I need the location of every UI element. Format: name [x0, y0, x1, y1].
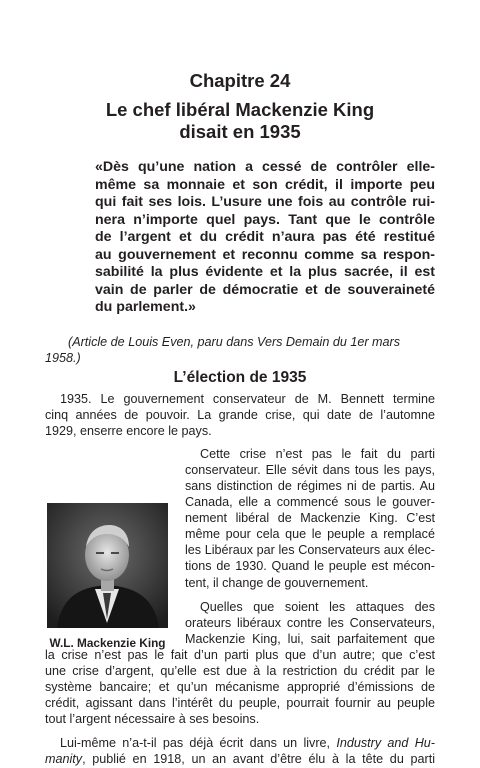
paragraph-line: tout l’argent nécessaire à ses besoins.	[45, 712, 260, 727]
paragraph-line: système bancaire; et qu’un mécanisme approprié d’émissions de	[45, 680, 435, 695]
portrait-figure	[47, 503, 168, 650]
quote-line: qui fait ses lois. L’usure une fois au contrôle rui-	[95, 194, 435, 210]
portrait-image	[47, 503, 168, 628]
paragraph-line: Quelles que soient les attaques des	[200, 599, 435, 614]
source-line: (Article de Louis Even, paru dans Vers Demain du 1er mars	[68, 334, 401, 349]
quote-line: de l’argent et du crédit n’aura pas été restitué	[95, 229, 435, 245]
paragraph-line: tions de 1930. Quand le peuple est mécon-	[185, 559, 435, 574]
quote-line: «Dès qu’une nation a cessé de contrôler elle-	[95, 159, 435, 175]
section-heading: L’élection de 1935	[173, 368, 307, 386]
paragraph-line: 1929, enserre encore le pays.	[45, 423, 212, 438]
wrapped-paragraph	[185, 446, 435, 647]
quote-line: nera n’importe quel pays. Tant que le contrôle	[95, 211, 435, 228]
paragraph-line: cinq années de pouvoir. La grande crise, qui date de l’automne	[45, 407, 435, 422]
text-run: , publié en 1918, un an avant d’être élu à la tête du parti	[82, 752, 435, 767]
paragraph-line: une crise d’argent, qu’elle est due à la restriction du crédit par le	[45, 664, 435, 678]
opening-quote	[95, 159, 435, 317]
paragraph-line: sans distinction de régimes ni de partis. Au	[185, 478, 435, 493]
paragraph-line: Mackenzie King, lui, sait parfaitement que	[185, 631, 435, 646]
source-line: 1958.)	[45, 350, 81, 365]
paragraph-line: Canada, elle a commencé sous le gouver-	[185, 495, 435, 510]
paragraph-line: Cette crise n’est pas le fait du parti	[200, 446, 435, 461]
book-title: Industry and Hu-	[336, 736, 435, 751]
page-content	[45, 70, 435, 768]
paragraph-line: conservateur. Elle sévit dans tous les pays,	[185, 462, 435, 477]
quote-line: au gouvernement et reconnu comme sa respon-	[95, 246, 435, 263]
paragraph-line: même pour cela que le peuple a remplacé	[185, 527, 435, 542]
paragraph-line	[45, 735, 435, 751]
chapter-title-line2: disait en 1935	[179, 121, 301, 142]
quote-line: même sa monnaie et son crédit, il importe peu	[95, 176, 435, 193]
text-run: Lui-même n’a-t-il pas déjà écrit dans un livre,	[60, 736, 337, 751]
source-note	[45, 334, 435, 366]
chapter-title-line1: Le chef libéral Mackenzie King	[105, 99, 375, 120]
paragraph-line: nement libéral de Mackenzie King. C’est	[185, 511, 435, 526]
portrait-caption: W.L. Mackenzie King	[49, 636, 166, 650]
quote-line: vain de parler de démocratie et de souveraineté	[95, 281, 435, 298]
paragraph-line: tent, il change de gouvernement.	[185, 575, 369, 590]
quote-line: du parlement.»	[95, 299, 196, 315]
book-title: manity	[45, 752, 83, 767]
chapter-number: Chapitre 24	[189, 70, 291, 91]
paragraph-line: crédit, agissant dans l’intérêt du peuple, pourrait fournir au peuple	[45, 696, 435, 711]
paragraph-line: la crise n’est pas le fait d’un parti plus que d’un autre; que c’est	[45, 647, 435, 662]
portrait-photo	[47, 503, 168, 628]
paragraph-line: 1935. Le gouvernement conservateur de M. Bennett termine	[60, 391, 435, 406]
paragraph-line: les Libéraux par les Conservateurs aux élec-	[185, 543, 435, 558]
quote-line: sabilité la plus évidente et la plus sacrée, il est	[95, 264, 435, 280]
paragraph-line: orateurs libéraux contre les Conservateurs,	[185, 615, 435, 630]
